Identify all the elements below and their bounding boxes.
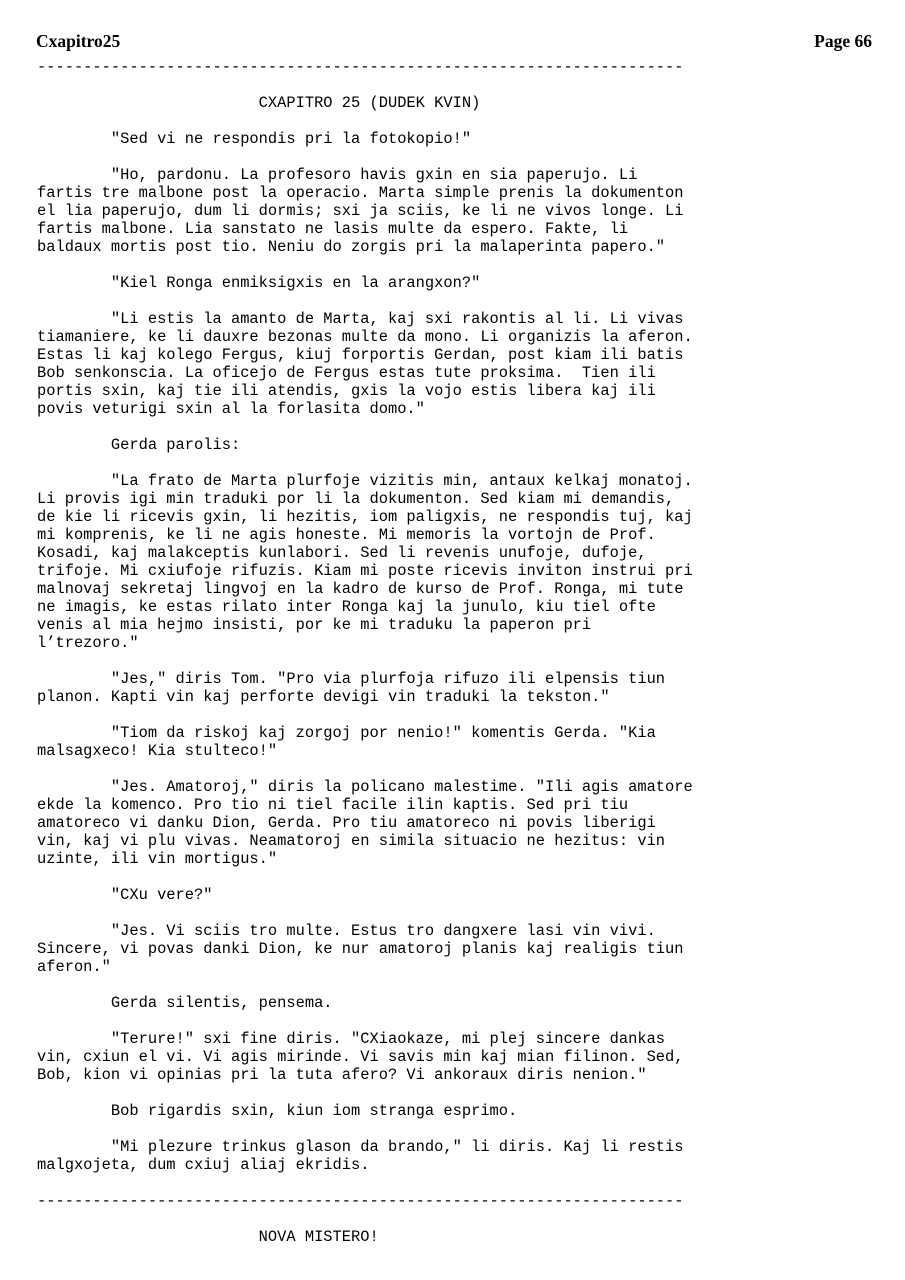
blank-line: [37, 256, 693, 274]
text-line: el lia paperujo, dum li dormis; sxi ja sciis, ke li ne vivos longe. Li: [37, 202, 684, 220]
blank-line: [37, 292, 693, 310]
blank-line: [37, 1120, 693, 1138]
chapter-title: Cxapitro25: [36, 31, 121, 51]
text-line: de kie li ricevis gxin, li hezitis, iom paligxis, ne respondis tuj, kaj: [37, 508, 693, 526]
text-line: amatoreco vi danku Dion, Gerda. Pro tiu amatoreco ni povis liberigi: [37, 814, 656, 832]
separator-line: ----------------------------------------------------------------------: [37, 58, 684, 76]
text-line: "Sed vi ne respondis pri la fotokopio!": [37, 130, 472, 148]
blank-line: [37, 868, 693, 886]
text-line: "Tiom da riskoj kaj zorgoj por nenio!" komentis Gerda. "Kia: [37, 724, 656, 742]
text-line: baldaux mortis post tio. Neniu do zorgis pri la malaperinta papero.": [37, 238, 666, 256]
text-line: planon. Kapti vin kaj perforte devigi vin traduki la tekston.": [37, 688, 610, 706]
text-line: Bob senkonscia. La oficejo de Fergus estas tute proksima. Tien ili: [37, 364, 656, 382]
blank-line: [37, 1174, 693, 1192]
text-line: Sincere, vi povas danki Dion, ke nur amatoroj planis kaj realigis tiun: [37, 940, 684, 958]
blank-line: [37, 148, 693, 166]
text-line: ekde la komenco. Pro tio ni tiel facile ilin kaptis. Sed pri tiu: [37, 796, 629, 814]
text-line: Kosadi, kaj malakceptis kunlabori. Sed li revenis unufoje, dufoje,: [37, 544, 647, 562]
text-line: venis al mia hejmo insisti, por ke mi traduku la paperon pri: [37, 616, 592, 634]
text-line: Estas li kaj kolego Fergus, kiuj forportis Gerdan, post kiam ili batis: [37, 346, 684, 364]
blank-line: [37, 976, 693, 994]
section-heading: CXAPITRO 25 (DUDEK KVIN): [37, 94, 481, 112]
page-header: [36, 31, 872, 53]
section-heading: NOVA MISTERO!: [37, 1228, 379, 1246]
separator-line: ----------------------------------------------------------------------: [37, 1192, 684, 1210]
text-line: vin, cxiun el vi. Vi agis mirinde. Vi savis min kaj mian filinon. Sed,: [37, 1048, 684, 1066]
blank-line: [37, 418, 693, 436]
text-line: Bob, kion vi opinias pri la tuta afero? Vi ankoraux diris nenion.": [37, 1066, 647, 1084]
text-line: mi komprenis, ke li ne agis honeste. Mi memoris la vortojn de Prof.: [37, 526, 656, 544]
blank-line: [37, 1084, 693, 1102]
blank-line: [37, 904, 693, 922]
text-line: l’trezoro.": [37, 634, 139, 652]
page-number: Page 66: [814, 31, 872, 51]
text-line: malsagxeco! Kia stulteco!": [37, 742, 278, 760]
blank-line: [37, 1012, 693, 1030]
blank-line: [37, 76, 693, 94]
blank-line: [37, 760, 693, 778]
text-line: "Mi plezure trinkus glason da brando," li diris. Kaj li restis: [37, 1138, 684, 1156]
text-line: povis veturigi sxin al la forlasita domo.": [37, 400, 425, 418]
text-line: "Jes," diris Tom. "Pro via plurfoja rifuzo ili elpensis tiun: [37, 670, 666, 688]
text-line: Bob rigardis sxin, kiun iom stranga esprimo.: [37, 1102, 518, 1120]
text-line: "Jes. Amatoroj," diris la policano malestime. "Ili agis amatore: [37, 778, 693, 796]
blank-line: [37, 706, 693, 724]
text-line: aferon.": [37, 958, 111, 976]
text-line: trifoje. Mi cxiufoje rifuzis. Kiam mi poste ricevis inviton instrui pri: [37, 562, 693, 580]
text-line: uzinte, ili vin mortigus.": [37, 850, 278, 868]
text-line: Gerda parolis:: [37, 436, 241, 454]
text-line: malgxojeta, dum cxiuj aliaj ekridis.: [37, 1156, 370, 1174]
text-line: ne imagis, ke estas rilato inter Ronga kaj la junulo, kiu tiel ofte: [37, 598, 656, 616]
text-line: malnovaj sekretaj lingvoj en la kadro de kurso de Prof. Ronga, mi tute: [37, 580, 684, 598]
text-line: Li provis igi min traduki por li la dokumenton. Sed kiam mi demandis,: [37, 490, 675, 508]
text-line: "CXu vere?": [37, 886, 213, 904]
text-line: fartis malbone. Lia sanstato ne lasis multe da espero. Fakte, li: [37, 220, 629, 238]
blank-line: [37, 454, 693, 472]
text-line: "Ho, pardonu. La profesoro havis gxin en sia paperujo. Li: [37, 166, 638, 184]
text-line: "Terure!" sxi fine diris. "CXiaokaze, mi plej sincere dankas: [37, 1030, 666, 1048]
blank-line: [37, 1210, 693, 1228]
blank-line: [37, 112, 693, 130]
text-line: "Li estis la amanto de Marta, kaj sxi rakontis al li. Li vivas: [37, 310, 684, 328]
text-line: tiamaniere, ke li dauxre bezonas multe da mono. Li organizis la aferon.: [37, 328, 693, 346]
document-body: [37, 58, 693, 1246]
text-line: Gerda silentis, pensema.: [37, 994, 333, 1012]
text-line: "La frato de Marta plurfoje vizitis min, antaux kelkaj monatoj.: [37, 472, 693, 490]
text-line: vin, kaj vi plu vivas. Neamatoroj en simila situacio ne hezitus: vin: [37, 832, 666, 850]
text-line: portis sxin, kaj tie ili atendis, gxis la vojo estis libera kaj ili: [37, 382, 656, 400]
text-line: fartis tre malbone post la operacio. Marta simple prenis la dokumenton: [37, 184, 684, 202]
text-line: "Jes. Vi sciis tro multe. Estus tro dangxere lasi vin vivi.: [37, 922, 656, 940]
blank-line: [37, 652, 693, 670]
text-line: "Kiel Ronga enmiksigxis en la arangxon?": [37, 274, 481, 292]
